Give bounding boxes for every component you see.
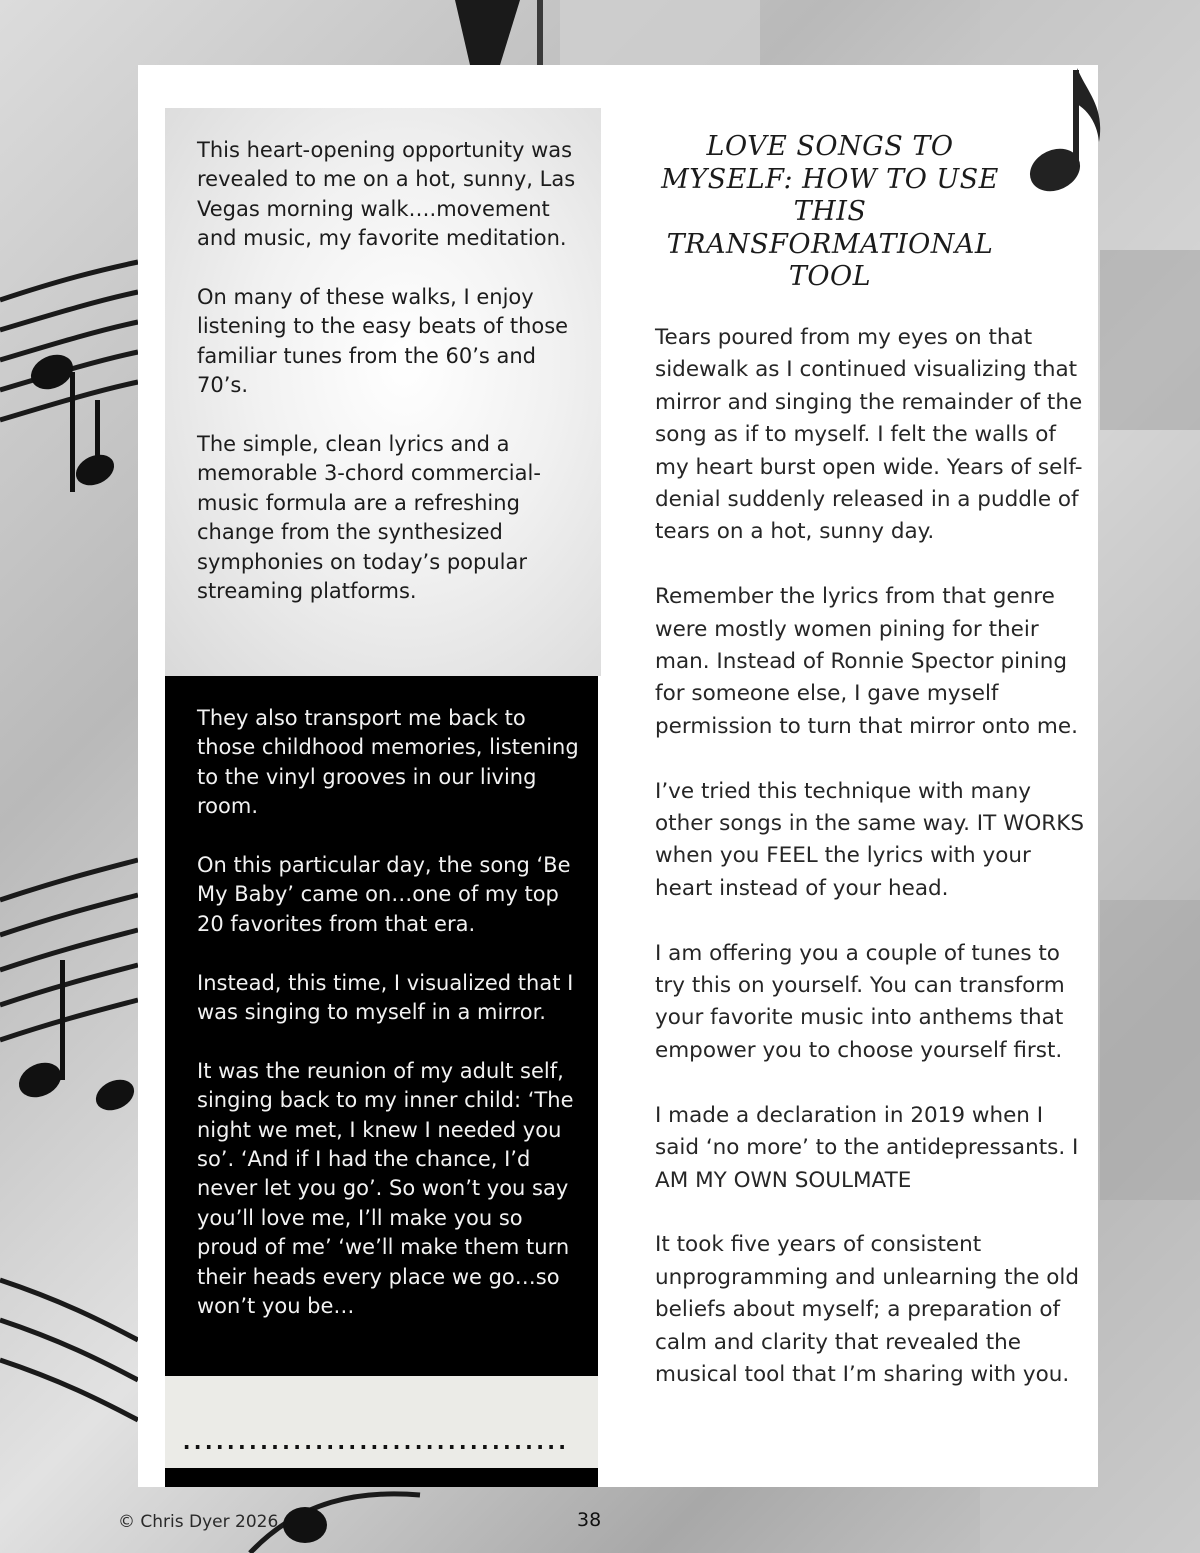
paragraph: It took five years of consistent unprogramming and unlearning the old beliefs about myself; a preparation of calm and clarity that revealed the musical tool that I’m sharing with you. [655,1232,1080,1387]
paragraph: It was the reunion of my adult self, singing back to my inner child: ‘The night we met, I knew I needed you so’. ‘And if I had the chance, I’d never let you go’. So won’t you say you’ll love me, I’ll make you so proud of me’ ‘we’ll make them turn their heads every place we go…so won’t you be… [197,1058,574,1319]
left-intro-text [197,136,587,636]
paragraph: I am offering you a couple of tunes to try this on yourself. You can transform your favorite music into anthems that empower you to choose yourself first. [655,940,1065,1063]
right-column-text [655,322,1085,1424]
copyright-text: © Chris Dyer 2026 [118,1512,279,1532]
paragraph: Instead, this time, I visualized that I was singing to myself in a mirror. [197,970,574,1025]
paragraph: I made a declaration in 2019 when I said ‘no more’ to the antidepressants. I AM MY OWN SOULMATE [655,1102,1079,1193]
dotted-divider: ................................... [180,1436,567,1450]
clock-hand-shape [455,0,540,65]
left-light-block [165,1376,598,1468]
page-number: 38 [577,1509,602,1531]
left-dark-text [197,704,587,1351]
paragraph: On many of these walks, I enjoy listening to the easy beats of those familiar tunes from the 60’s and 70’s. [197,285,569,398]
article-title: LOVE SONGS TO MYSELF: HOW TO USE THIS TRANSFORMATIONAL TOOL [661,131,999,292]
paragraph: They also transport me back to those childhood memories, listening to the vinyl grooves in our living room. [197,706,579,819]
paragraph: Remember the lyrics from that genre were mostly women pining for their man. Instead of Ronnie Spector pining for someone else, I gave myself permission to turn that mirror onto me. [655,584,1078,739]
left-bottom-bar [165,1468,598,1487]
paragraph: This heart-opening opportunity was revealed to me on a hot, sunny, Las Vegas morning walk….movement and music, my favorite meditation. [197,138,576,251]
note-heads-left [13,348,139,1116]
paragraph: On this particular day, the song ‘Be My Baby’ came on…one of my top 20 favorites from that era. [197,853,571,936]
paragraph: I’ve tried this technique with many other songs in the same way. IT WORKS when you FEEL the lyrics with your heart instead of your head. [655,778,1084,901]
paragraph: The simple, clean lyrics and a memorable 3-chord commercial-music formula are a refreshing change from the synthesized symphonies on today’s popular streaming platforms. [197,432,541,604]
eighth-note-icon [1025,62,1105,202]
paragraph: Tears poured from my eyes on that sidewalk as I continued visualizing that mirror and singing the remainder of the song as if to myself. I felt the walls of my heart burst open wide. Years of self-denial suddenly released in a puddle of tears on a hot, sunny day. [655,325,1083,545]
staff-lines-left [0,262,138,1420]
